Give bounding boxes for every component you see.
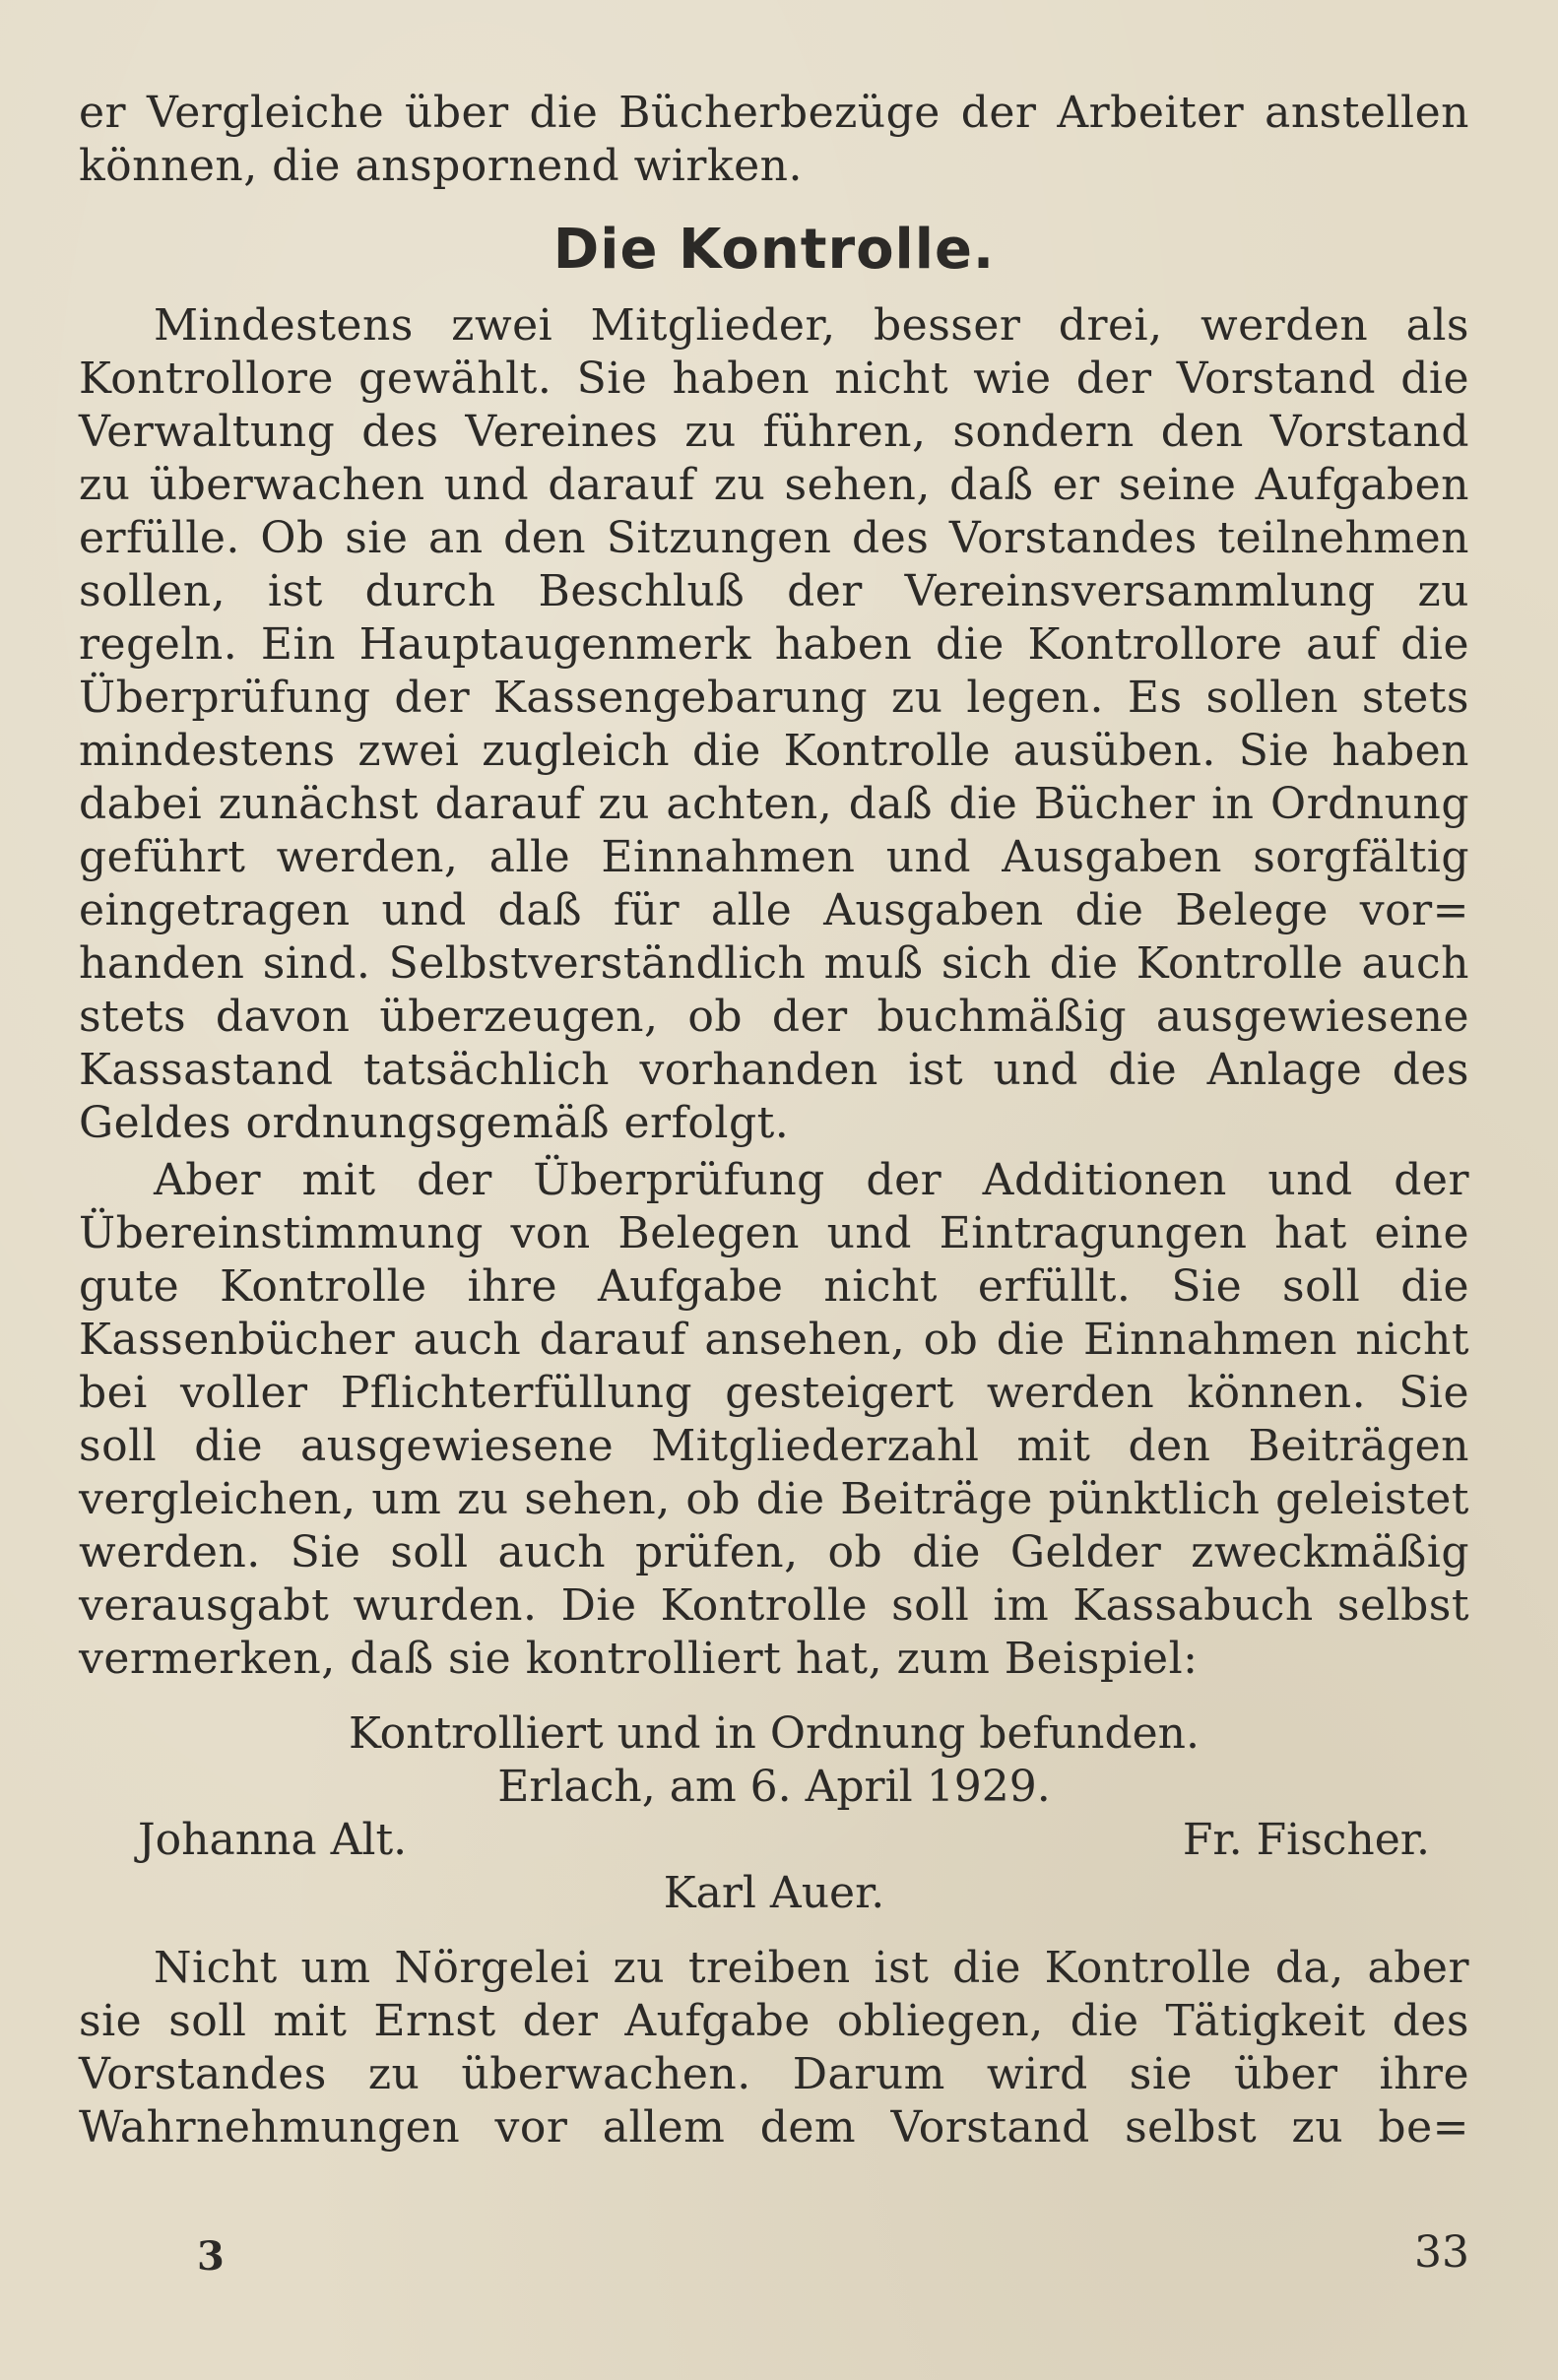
text-line: Kontrollore gewählt. Sie haben nicht wie der Vorstand die (79, 354, 1469, 404)
text-line: Übereinstimmung von Belegen und Eintragungen hat eine (79, 1208, 1469, 1258)
signature-row (79, 1814, 1469, 1867)
text-line: regeln. Ein Hauptaugenmerk haben die Kontrollore auf die (79, 619, 1469, 670)
paragraph-2 (79, 1154, 1469, 1686)
intro-paragraph (79, 87, 1469, 193)
text-line: erfülle. Ob sie an den Sitzungen des Vorstandes teilnehmen (79, 513, 1469, 563)
text-line: Wahrnehmungen vor allem dem Vorstand selbst zu be= (79, 2102, 1469, 2153)
text-line: Aber mit der Überprüfung der Additionen und der (154, 1155, 1469, 1205)
text-line: vermerken, daß sie kontrolliert hat, zum Beispiel: (79, 1634, 1199, 1684)
text-line: zu überwachen und darauf zu sehen, daß er seine Aufgaben (79, 460, 1469, 510)
paragraph-3 (79, 1942, 1469, 2155)
text-line: Mindestens zwei Mitglieder, besser drei, werden als (154, 300, 1469, 351)
signature-center: Karl Auer. (663, 1868, 885, 1918)
text-line: werden. Sie soll auch prüfen, ob die Gelder zweckmäßig (79, 1527, 1469, 1577)
text-line: Kassenbücher auch darauf ansehen, ob die Einnahmen nicht (79, 1315, 1469, 1365)
text-line: handen sind. Selbstverständlich muß sich die Kontrolle auch (79, 938, 1469, 989)
example-statement: Kontrolliert und in Ordnung befunden. (348, 1708, 1201, 1759)
signature-right: Fr. Fischer. (1182, 1815, 1430, 1865)
section-heading: Die Kontrolle. (552, 218, 996, 282)
text-line: Kassastand tatsächlich vorhanden ist und die Anlage des (79, 1045, 1469, 1095)
block-gap (79, 1920, 1469, 1942)
text-line: dabei zunächst darauf zu achten, daß die Bücher in Ordnung (79, 779, 1469, 829)
text-line: verausgabt wurden. Die Kontrolle soll im Kassabuch selbst (79, 1580, 1469, 1631)
text-line: gute Kontrolle ihre Aufgabe nicht erfüllt. Sie soll die (79, 1261, 1469, 1312)
text-line: mindestens zwei zugleich die Kontrolle ausüben. Sie haben (79, 726, 1469, 776)
example-place-date: Erlach, am 6. April 1929. (497, 1762, 1051, 1812)
text-line: Verwaltung des Vereines zu führen, sondern den Vorstand (79, 407, 1469, 457)
text-line: geführt werden, alle Einnahmen und Ausgaben sorgfältig (79, 832, 1469, 882)
text-line: stets davon überzeugen, ob der buchmäßig ausgewiesene (79, 992, 1469, 1042)
text-line: sie soll mit Ernst der Aufgabe obliegen, die Tätigkeit des (79, 1996, 1469, 2046)
block-gap (79, 1686, 1469, 1707)
page-number: 33 (1414, 2227, 1469, 2278)
signature-mark: 3 (197, 2233, 225, 2280)
text-line: Nicht um Nörgelei zu treiben ist die Kontrolle da, aber (154, 1943, 1469, 1993)
text-line: Vorstandes zu überwachen. Darum wird sie über ihre (79, 2049, 1469, 2099)
example-entry (79, 1707, 1469, 1920)
text-line: er Vergleiche über die Bücherbezüge der Arbeiter anstellen (79, 88, 1469, 138)
text-line: sollen, ist durch Beschluß der Vereinsversammlung zu (79, 566, 1469, 616)
text-line: eingetragen und daß für alle Ausgaben die Belege vor= (79, 885, 1469, 935)
paragraph-1 (79, 299, 1469, 1150)
text-line: bei voller Pflichterfüllung gesteigert werden können. Sie (79, 1368, 1469, 1418)
text-line: können, die anspornend wirken. (79, 141, 803, 191)
text-line: vergleichen, um zu sehen, ob die Beiträge pünktlich geleistet (79, 1474, 1469, 1524)
text-line: soll die ausgewiesene Mitgliederzahl mit den Beiträgen (79, 1421, 1469, 1471)
text-line: Geldes ordnungsgemäß erfolgt. (79, 1098, 790, 1148)
text-line: Überprüfung der Kassengebarung zu legen. Es sollen stets (79, 673, 1469, 723)
signature-left: Johanna Alt. (138, 1815, 408, 1865)
